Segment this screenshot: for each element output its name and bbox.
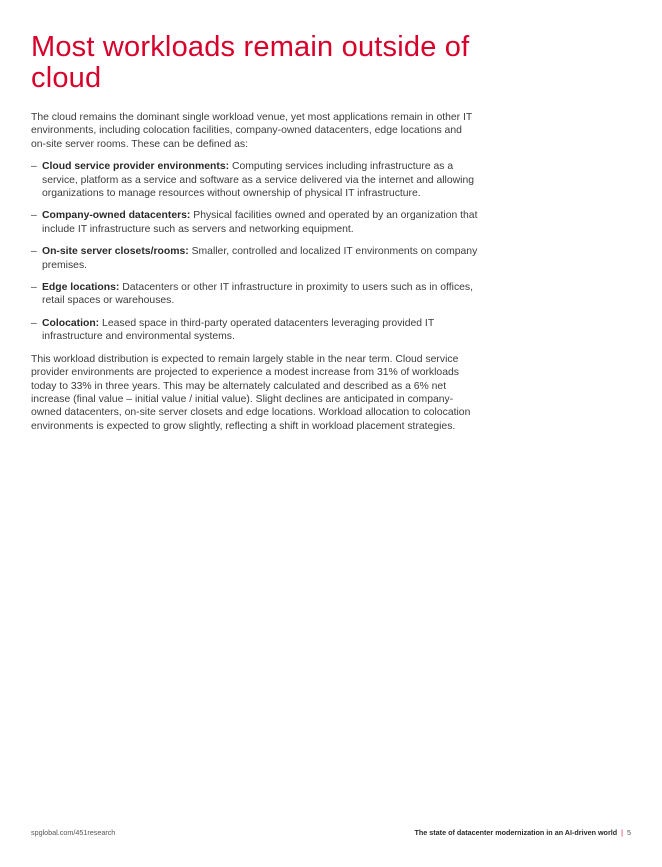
definition-item-company-owned	[31, 209, 479, 236]
definition-text: Smaller, controlled and localized IT environments on company premises.	[42, 246, 478, 271]
definition-text: Leased space in third-party operated datacenters leveraging provided IT infrastructure and environmental systems.	[42, 317, 434, 343]
list-dash: –	[31, 161, 37, 173]
list-dash: –	[31, 246, 37, 258]
definition-text: Computing services including infrastructure as a service, platform as a service and software as a service delivered via the internet and allowing organizations to manage resources without ownership of physical IT infrastructure.	[42, 161, 475, 200]
list-dash: –	[31, 317, 37, 329]
footer-separator: |	[621, 828, 623, 837]
definition-item-cloud	[31, 160, 479, 200]
list-dash: –	[31, 282, 37, 294]
footer-url[interactable]: spglobal.com/451research	[31, 828, 116, 837]
definition-item-on-site	[31, 245, 479, 272]
definition-list	[31, 160, 479, 343]
definition-item-colocation	[31, 317, 479, 344]
definition-term: Company-owned datacenters:	[42, 210, 191, 222]
definition-term: Cloud service provider environments:	[42, 161, 230, 173]
definition-term: On-site server closets/rooms:	[42, 246, 189, 258]
page-number: 5	[627, 828, 631, 837]
definition-term: Colocation:	[42, 317, 100, 329]
intro-paragraph: The cloud remains the dominant single workload venue, yet most applications remain in other IT environments, including colocation facilities, company-owned datacenters, edge locations and on-site server rooms. These can be defined as:	[31, 112, 473, 150]
definition-text: Physical facilities owned and operated by an organization that include IT infrastructure such as servers and networking equipment.	[42, 210, 478, 235]
definition-item-edge	[31, 281, 479, 308]
footer-doc-info	[415, 828, 631, 837]
closing-paragraph: This workload distribution is expected to remain largely stable in the near term. Cloud service provider environments are projected to experience a modest increase from 31% of workloads today to 33% in three years. This may be alternately calculated and described as a 6% net increase (final value – initial value / initial value). Slight declines are anticipated in company-owned datacenters, on-site server closets and edge locations. Workload allocation to colocation environments is expected to grow slightly, reflecting a shift in workload placement strategies.	[31, 353, 471, 432]
main-content	[31, 111, 479, 433]
definition-text: Datacenters or other IT infrastructure in proximity to users such as in offices, retail spaces or warehouses.	[42, 282, 473, 307]
definition-term: Edge locations:	[42, 282, 120, 294]
page-title: Most workloads remain outside of cloud	[31, 31, 470, 94]
footer-doc-title: The state of datacenter modernization in an AI-driven world	[414, 828, 618, 837]
list-dash: –	[31, 210, 37, 222]
